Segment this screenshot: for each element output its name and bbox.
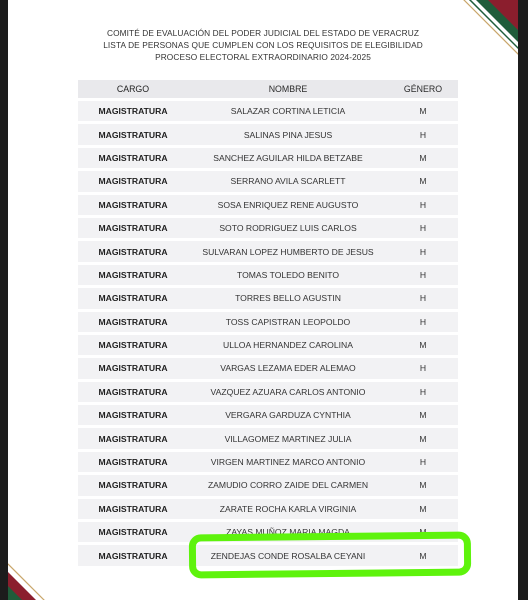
cargo-cell: MAGISTRATURA: [78, 171, 188, 191]
cargo-cell: MAGISTRATURA: [78, 124, 188, 144]
cargo-cell: MAGISTRATURA: [78, 195, 188, 215]
cargo-cell: MAGISTRATURA: [78, 382, 188, 402]
header-title: COMITÉ DE EVALUACIÓN DEL PODER JUDICIAL DEL ESTADO DE VERACRUZ: [106, 28, 419, 38]
table-row: [78, 358, 458, 378]
genero-cell: M: [388, 475, 458, 495]
cargo-cell: MAGISTRATURA: [78, 265, 188, 285]
table-row: [78, 241, 458, 261]
cargo-cell: MAGISTRATURA: [78, 428, 188, 448]
table-header-row: [78, 80, 458, 98]
nombre-cell: VILLAGOMEZ MARTINEZ JULIA: [188, 428, 388, 448]
genero-cell: H: [388, 265, 458, 285]
table-row: [78, 312, 458, 332]
table-row: [78, 218, 458, 238]
table-body: [78, 101, 458, 566]
document-header: [8, 27, 518, 63]
cargo-cell: MAGISTRATURA: [78, 499, 188, 519]
table-row: [78, 475, 458, 495]
genero-cell: H: [388, 241, 458, 261]
nombre-cell: ZAYAS MUÑOZ MARIA MAGDA: [188, 522, 388, 542]
table-row: [78, 382, 458, 402]
nombre-cell: SANCHEZ AGUILAR HILDA BETZABE: [188, 148, 388, 168]
cargo-cell: MAGISTRATURA: [78, 312, 188, 332]
table-row: [78, 148, 458, 168]
corner-decoration-bottom-left: [8, 546, 62, 600]
column-header-genero: GÉNERO: [388, 80, 458, 98]
cargo-cell: MAGISTRATURA: [78, 358, 188, 378]
document-page: [8, 0, 518, 600]
genero-cell: M: [388, 335, 458, 355]
cargo-cell: MAGISTRATURA: [78, 101, 188, 121]
table-row: [78, 101, 458, 121]
nombre-cell: SULVARAN LOPEZ HUMBERTO DE JESUS: [188, 241, 388, 261]
column-header-nombre: NOMBRE: [188, 80, 388, 98]
nombre-cell: ZARATE ROCHA KARLA VIRGINIA: [188, 499, 388, 519]
genero-cell: H: [388, 195, 458, 215]
genero-cell: M: [388, 101, 458, 121]
cargo-cell: MAGISTRATURA: [78, 241, 188, 261]
nombre-cell: VAZQUEZ AZUARA CARLOS ANTONIO: [188, 382, 388, 402]
cargo-cell: MAGISTRATURA: [78, 545, 188, 565]
nombre-cell: ULLOA HERNANDEZ CAROLINA: [188, 335, 388, 355]
table-row: [78, 171, 458, 191]
table-row: [78, 499, 458, 519]
highlight-annotation: [189, 532, 471, 579]
nombre-cell: VARGAS LEZAMA EDER ALEMAO: [188, 358, 388, 378]
header-process: PROCESO ELECTORAL EXTRAORDINARIO 2024-2025: [155, 52, 371, 62]
cargo-cell: MAGISTRATURA: [78, 452, 188, 472]
nombre-cell: SALAZAR CORTINA LETICIA: [188, 101, 388, 121]
cargo-cell: MAGISTRATURA: [78, 405, 188, 425]
genero-cell: H: [388, 312, 458, 332]
cargo-cell: MAGISTRATURA: [78, 218, 188, 238]
nombre-cell: SERRANO AVILA SCARLETT: [188, 171, 388, 191]
genero-cell: M: [388, 545, 458, 565]
genero-cell: M: [388, 499, 458, 519]
cargo-cell: MAGISTRATURA: [78, 288, 188, 308]
nombre-cell: VIRGEN MARTINEZ MARCO ANTONIO: [188, 452, 388, 472]
table-row: [78, 405, 458, 425]
nombre-cell: TOMAS TOLEDO BENITO: [188, 265, 388, 285]
genero-cell: H: [388, 452, 458, 472]
table-row: [78, 265, 458, 285]
genero-cell: H: [388, 124, 458, 144]
nombre-cell: ZAMUDIO CORRO ZAIDE DEL CARMEN: [188, 475, 388, 495]
genero-cell: H: [388, 218, 458, 238]
table-row: [78, 124, 458, 144]
genero-cell: H: [388, 358, 458, 378]
table-row: [78, 428, 458, 448]
table-row: [78, 335, 458, 355]
table-row: [78, 288, 458, 308]
genero-cell: M: [388, 428, 458, 448]
cargo-cell: MAGISTRATURA: [78, 475, 188, 495]
eligibility-table: [78, 77, 458, 569]
table-row: [78, 195, 458, 215]
cargo-cell: MAGISTRATURA: [78, 148, 188, 168]
nombre-cell: ZENDEJAS CONDE ROSALBA CEYANI: [188, 545, 388, 565]
genero-cell: H: [388, 382, 458, 402]
cargo-cell: MAGISTRATURA: [78, 522, 188, 542]
nombre-cell: VERGARA GARDUZA CYNTHIA: [188, 405, 388, 425]
genero-cell: M: [388, 171, 458, 191]
nombre-cell: SOSA ENRIQUEZ RENE AUGUSTO: [188, 195, 388, 215]
genero-cell: H: [388, 288, 458, 308]
genero-cell: M: [388, 522, 458, 542]
nombre-cell: TORRES BELLO AGUSTIN: [188, 288, 388, 308]
cargo-cell: MAGISTRATURA: [78, 335, 188, 355]
genero-cell: M: [388, 148, 458, 168]
column-header-cargo: CARGO: [78, 80, 188, 98]
header-subtitle: LISTA DE PERSONAS QUE CUMPLEN CON LOS REQUISITOS DE ELEGIBILIDAD: [103, 40, 423, 50]
nombre-cell: SOTO RODRIGUEZ LUIS CARLOS: [188, 218, 388, 238]
nombre-cell: SALINAS PINA JESUS: [188, 124, 388, 144]
genero-cell: M: [388, 405, 458, 425]
nombre-cell: TOSS CAPISTRAN LEOPOLDO: [188, 312, 388, 332]
table-row: [78, 452, 458, 472]
